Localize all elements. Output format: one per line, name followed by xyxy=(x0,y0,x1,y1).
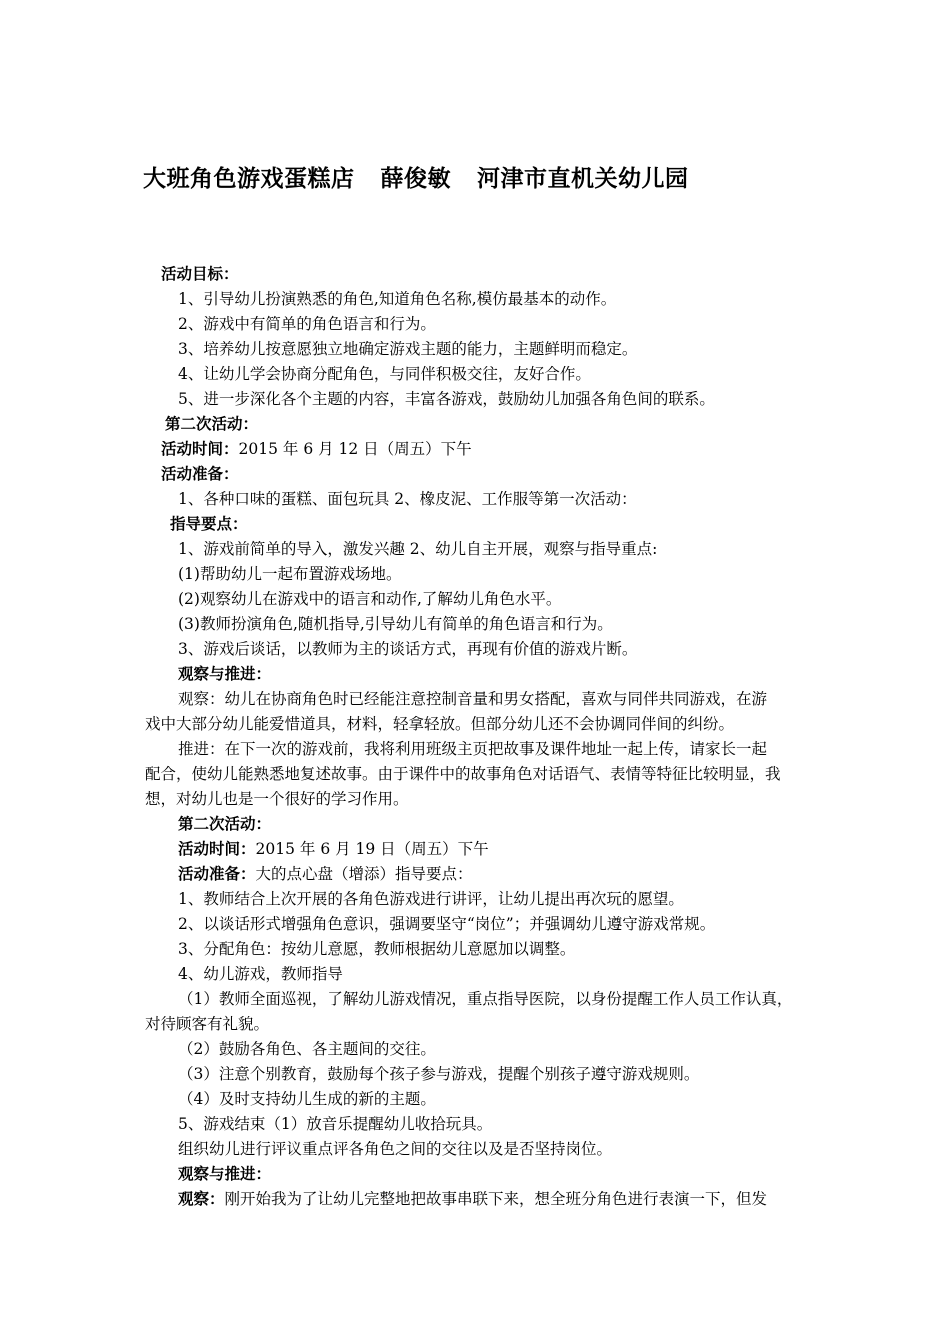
paragraph-line: 组织幼儿进行评议重点评各角色之间的交往以及是否坚持岗位。 xyxy=(178,1140,613,1158)
field-label: 活动准备： xyxy=(178,864,256,883)
field-label: 活动时间： xyxy=(178,839,256,858)
section-heading: 观察与推进： xyxy=(178,1164,272,1183)
section-heading: 第二次活动： xyxy=(178,814,272,833)
paragraph-line: 戏中大部分幼儿能爱惜道具，材料，轻拿轻放。但部分幼儿还不会协调同伴间的纠纷。 xyxy=(145,715,735,733)
field-label: 活动时间： xyxy=(161,439,239,458)
section-heading: 指导要点： xyxy=(170,514,248,533)
paragraph-line xyxy=(178,862,473,886)
paragraph-line xyxy=(178,837,489,861)
paragraph-line: 1、教师结合上次开展的各角色游戏进行讲评，让幼儿提出再次玩的愿望。 xyxy=(178,890,684,908)
section-heading: 第二次活动： xyxy=(165,414,259,433)
field-label: 观察： xyxy=(178,1189,225,1208)
paragraph-line: (1)帮助幼儿一起布置游戏场地。 xyxy=(178,565,402,583)
paragraph-line: 3、培养幼儿按意愿独立地确定游戏主题的能力，主题鲜明而稳定。 xyxy=(178,340,638,358)
paragraph-line: （3）注意个别教育，鼓励每个孩子参与游戏，提醒个别孩子遵守游戏规则。 xyxy=(178,1065,700,1083)
document-title xyxy=(143,160,689,193)
paragraph-line: 配合，使幼儿能熟悉地复述故事。由于课件中的故事角色对话语气、表情等特征比较明显，我 xyxy=(145,765,781,783)
paragraph-line: 想，对幼儿也是一个很好的学习作用。 xyxy=(145,790,409,808)
paragraph-line: 1、游戏前简单的导入，激发兴趣 2、幼儿自主开展，观察与指导重点: xyxy=(178,540,658,558)
paragraph-line: （1）教师全面巡视，了解幼儿游戏情况，重点指导医院，以身份提醒工作人员工作认真， xyxy=(178,990,793,1008)
paragraph-line xyxy=(161,437,472,461)
paragraph-line: 2、游戏中有简单的角色语言和行为。 xyxy=(178,315,436,333)
field-value: 2015 年 6 月 12 日（周五）下午 xyxy=(238,440,472,458)
paragraph-line: (3)教师扮演角色,随机指导,引导幼儿有简单的角色语言和行为。 xyxy=(178,615,613,633)
paragraph-line: 对待顾客有礼貌。 xyxy=(145,1015,270,1033)
paragraph-line: 1、各种口味的蛋糕、面包玩具 2、橡皮泥、工作服等第一次活动： xyxy=(178,490,637,508)
paragraph-line: 5、进一步深化各个主题的内容，丰富各游戏，鼓励幼儿加强各角色间的联系。 xyxy=(178,390,715,408)
paragraph-line: 3、游戏后谈话，以教师为主的谈话方式，再现有价值的游戏片断。 xyxy=(178,640,638,658)
title-main: 大班角色游戏蛋糕店 xyxy=(143,166,355,192)
field-value: 2015 年 6 月 19 日（周五）下午 xyxy=(255,840,489,858)
paragraph-line: 1、引导幼儿扮演熟悉的角色,知道角色名称,模仿最基本的动作。 xyxy=(178,290,617,308)
section-heading: 观察与推进： xyxy=(178,664,272,683)
paragraph-line: (2)观察幼儿在游戏中的语言和动作,了解幼儿角色水平。 xyxy=(178,590,562,608)
section-heading: 活动准备： xyxy=(161,464,239,483)
field-value: 大的点心盘（增添）指导要点： xyxy=(255,865,473,883)
section-heading: 活动目标： xyxy=(161,264,239,283)
paragraph-line: 观察：幼儿在协商角色时已经能注意控制音量和男女搭配，喜欢与同伴共同游戏，在游 xyxy=(178,690,768,708)
paragraph-line: 4、幼儿游戏，教师指导 xyxy=(178,965,343,983)
paragraph-line: 2、以谈话形式增强角色意识，强调要坚守“岗位”；并强调幼儿遵守游戏常规。 xyxy=(178,915,716,933)
paragraph-line: （4）及时支持幼儿生成的新的主题。 xyxy=(178,1090,436,1108)
paragraph-line: 3、分配角色：按幼儿意愿，教师根据幼儿意愿加以调整。 xyxy=(178,940,576,958)
paragraph-line xyxy=(178,1187,767,1211)
paragraph-line: 推进：在下一次的游戏前，我将利用班级主页把故事及课件地址一起上传，请家长一起 xyxy=(178,740,768,758)
paragraph-line: 4、让幼儿学会协商分配角色，与同伴积极交往，友好合作。 xyxy=(178,365,591,383)
paragraph-line: 5、游戏结束（1）放音乐提醒幼儿收拾玩具。 xyxy=(178,1115,493,1133)
title-school: 河津市直机关幼儿园 xyxy=(477,166,689,192)
title-author: 薛俊敏 xyxy=(380,166,451,192)
paragraph-line: （2）鼓励各角色、各主题间的交往。 xyxy=(178,1040,436,1058)
field-value: 刚开始我为了让幼儿完整地把故事串联下来，想全班分角色进行表演一下，但发 xyxy=(224,1190,768,1208)
